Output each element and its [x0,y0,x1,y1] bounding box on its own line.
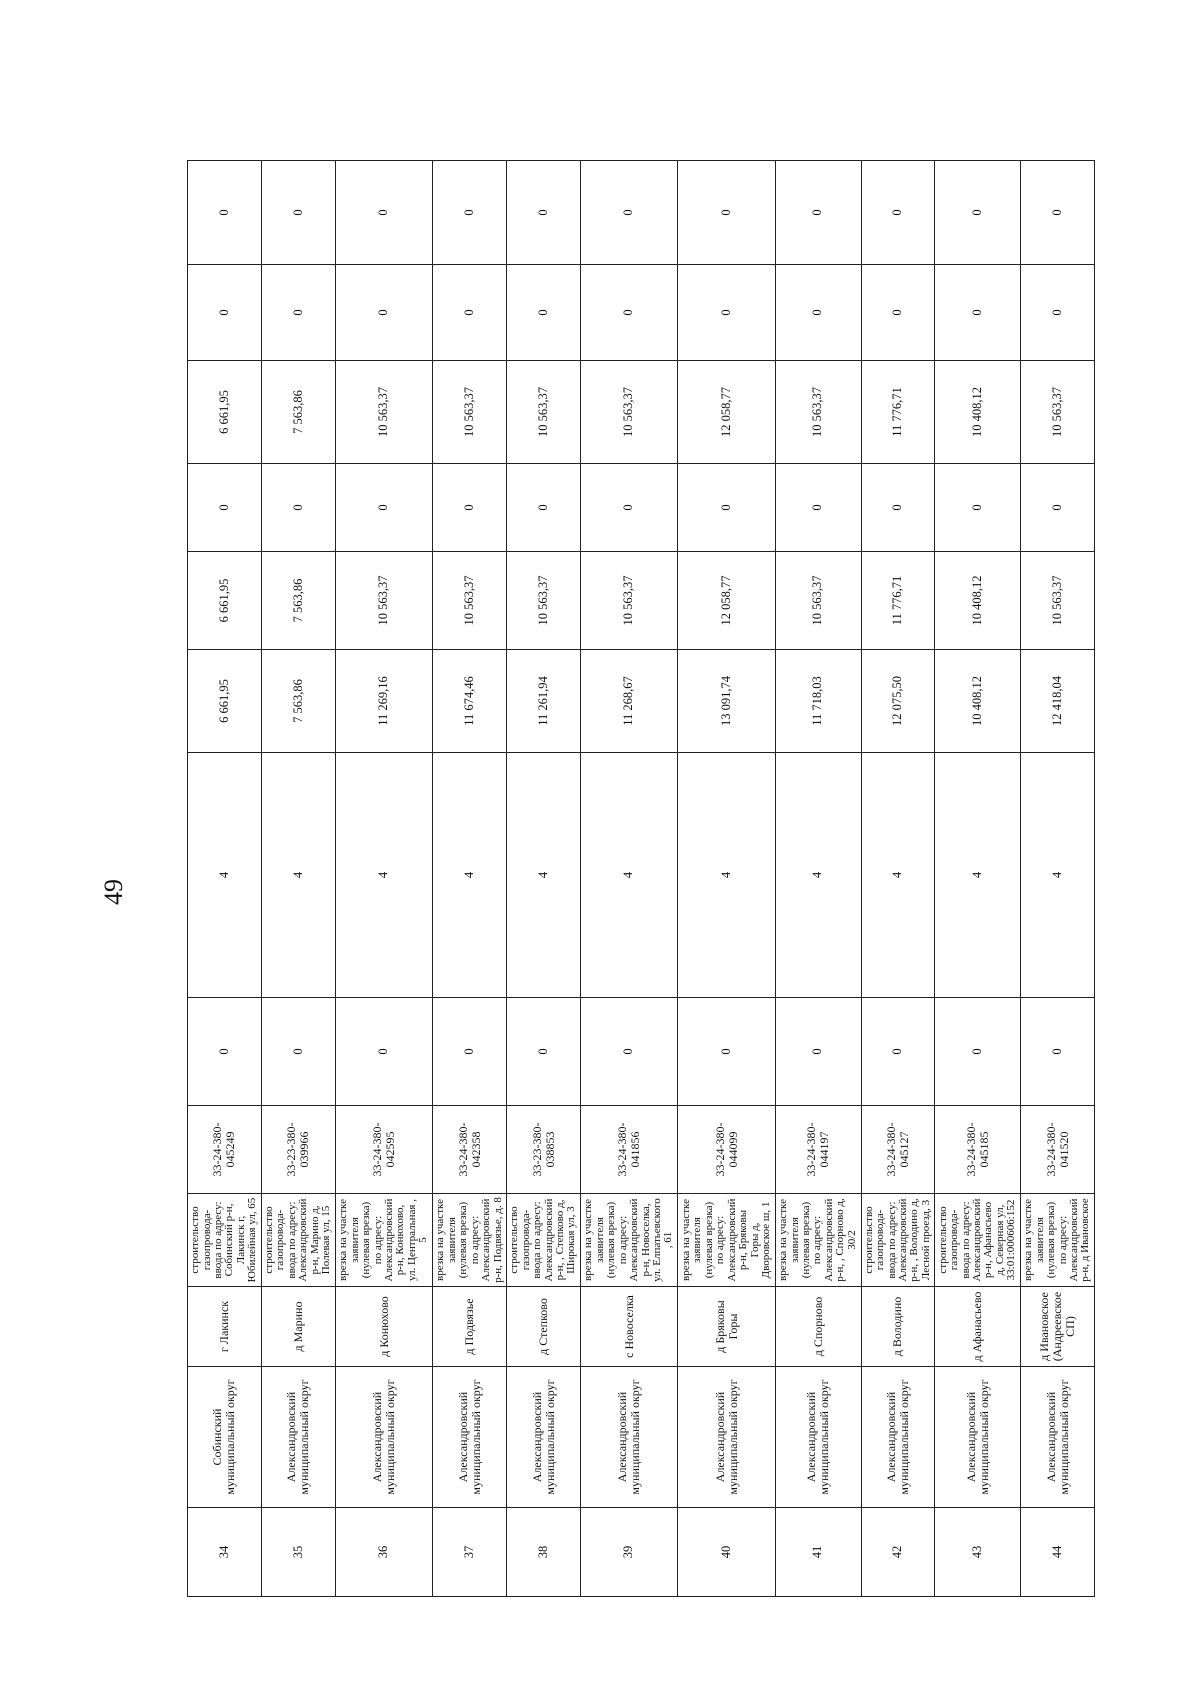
value-6-cell: 0 [261,161,335,265]
value-2-cell: 10 408,12 [935,552,1021,650]
gasification-registry-table [187,160,1095,1597]
page-number: 49 [99,879,128,905]
value-2-cell: 6 661,95 [188,552,262,650]
value-1-cell: 13 091,74 [678,650,775,753]
value-5-cell: 0 [335,265,432,361]
value-3-cell: 0 [1021,464,1095,552]
column-6-cell: 0 [261,998,335,1106]
value-5-cell: 0 [433,265,507,361]
value-6-cell: 0 [580,161,677,265]
row-number-cell: 36 [335,1508,432,1597]
value-6-cell: 0 [1021,161,1095,265]
column-6-cell: 0 [861,998,935,1106]
table-row [261,161,335,1597]
work-description-cell: врезка на участке заявителя (нулевая врезка) по адресу: Александровский р-н, Подвязье, д. 8 [433,1194,507,1287]
category-cell: 4 [580,753,677,998]
value-4-cell: 10 563,37 [335,361,432,464]
category-cell: 4 [775,753,861,998]
table-row [507,161,581,1597]
category-cell: 4 [188,753,262,998]
value-2-cell: 10 563,37 [433,552,507,650]
value-4-cell: 6 661,95 [188,361,262,464]
value-6-cell: 0 [678,161,775,265]
work-description-cell: врезка на участке заявителя (нулевая врезка) по адресу: Александровский р-н, Конюхово, ул. Центральная , 5 [335,1194,432,1287]
row-number-cell: 35 [261,1508,335,1597]
table-row [335,161,432,1597]
value-1-cell: 6 661,95 [188,650,262,753]
district-cell: Собинский муниципальный округ [188,1367,262,1508]
value-1-cell: 10 408,12 [935,650,1021,753]
value-4-cell: 10 563,37 [775,361,861,464]
work-description-cell: врезка на участке заявителя (нулевая врезка) по адресу: Александровский р-н, д Ивановское [1021,1194,1095,1287]
category-cell: 4 [861,753,935,998]
value-2-cell: 12 058,77 [678,552,775,650]
value-1-cell: 11 268,67 [580,650,677,753]
application-number-cell: 33-24-380-041856 [580,1106,677,1194]
locality-cell: д Спорново [775,1287,861,1367]
value-2-cell: 11 776,71 [861,552,935,650]
district-cell: Александровский муниципальный округ [261,1367,335,1508]
value-5-cell: 0 [261,265,335,361]
value-3-cell: 0 [775,464,861,552]
row-number-cell: 40 [678,1508,775,1597]
district-cell: Александровский муниципальный округ [580,1367,677,1508]
table-row [188,161,262,1597]
column-6-cell: 0 [188,998,262,1106]
column-6-cell: 0 [678,998,775,1106]
category-cell: 4 [433,753,507,998]
value-4-cell: 12 058,77 [678,361,775,464]
value-1-cell: 11 674,46 [433,650,507,753]
value-2-cell: 7 563,86 [261,552,335,650]
value-6-cell: 0 [775,161,861,265]
locality-cell: д Володино [861,1287,935,1367]
district-cell: Александровский муниципальный округ [335,1367,432,1508]
value-2-cell: 10 563,37 [1021,552,1095,650]
value-6-cell: 0 [188,161,262,265]
district-cell: Александровский муниципальный округ [861,1367,935,1508]
column-6-cell: 0 [775,998,861,1106]
work-description-cell: строительство газопровода-ввода по адресу: Александровский р-н, , Степково д, Широкая ул, 3 [507,1194,581,1287]
category-cell: 4 [1021,753,1095,998]
value-5-cell: 0 [507,265,581,361]
value-3-cell: 0 [188,464,262,552]
value-1-cell: 12 418,04 [1021,650,1095,753]
value-5-cell: 0 [861,265,935,361]
category-cell: 4 [935,753,1021,998]
row-number-cell: 37 [433,1508,507,1597]
work-description-cell: строительство газопровода-ввода по адресу: Собинский р-н, Лакинск г, Юбилейная ул, 65 [188,1194,262,1287]
row-number-cell: 43 [935,1508,1021,1597]
value-3-cell: 0 [261,464,335,552]
application-number-cell: 33-23-380-038853 [507,1106,581,1194]
value-5-cell: 0 [1021,265,1095,361]
value-6-cell: 0 [335,161,432,265]
value-5-cell: 0 [188,265,262,361]
value-4-cell: 10 563,37 [433,361,507,464]
application-number-cell: 33-24-380-041520 [1021,1106,1095,1194]
application-number-cell: 33-24-380-042595 [335,1106,432,1194]
district-cell: Александровский муниципальный округ [775,1367,861,1508]
application-number-cell: 33-24-380-042358 [433,1106,507,1194]
table-row [861,161,935,1597]
locality-cell: д Марино [261,1287,335,1367]
column-6-cell: 0 [335,998,432,1106]
value-5-cell: 0 [678,265,775,361]
locality-cell: д Конюхово [335,1287,432,1367]
value-4-cell: 10 563,37 [507,361,581,464]
locality-cell: г Лакинск [188,1287,262,1367]
value-2-cell: 10 563,37 [580,552,677,650]
district-cell: Александровский муниципальный округ [678,1367,775,1508]
value-4-cell: 11 776,71 [861,361,935,464]
locality-cell: д Подвязье [433,1287,507,1367]
row-number-cell: 39 [580,1508,677,1597]
application-number-cell: 33-24-380-045249 [188,1106,262,1194]
row-number-cell: 41 [775,1508,861,1597]
table-row [580,161,677,1597]
district-cell: Александровский муниципальный округ [935,1367,1021,1508]
table-body [188,161,1095,1597]
locality-cell: д Ивановское (Андреевское СП) [1021,1287,1095,1367]
row-number-cell: 42 [861,1508,935,1597]
category-cell: 4 [261,753,335,998]
table-row [1021,161,1095,1597]
district-cell: Александровский муниципальный округ [1021,1367,1095,1508]
locality-cell: д Степково [507,1287,581,1367]
value-3-cell: 0 [335,464,432,552]
work-description-cell: строительство газопровода-ввода по адресу: Александровский р-н, , Володино д, Лесной проезд, 3 [861,1194,935,1287]
row-number-cell: 38 [507,1508,581,1597]
value-1-cell: 12 075,50 [861,650,935,753]
application-number-cell: 33-24-380-045127 [861,1106,935,1194]
value-2-cell: 10 563,37 [507,552,581,650]
district-cell: Александровский муниципальный округ [507,1367,581,1508]
work-description-cell: врезка на участке заявителя (нулевая врезка) по адресу: Александровский р-н, , Спорново д, 30/2 [775,1194,861,1287]
locality-cell: с Новоселка [580,1287,677,1367]
table-row [678,161,775,1597]
value-5-cell: 0 [935,265,1021,361]
value-6-cell: 0 [507,161,581,265]
category-cell: 4 [335,753,432,998]
value-1-cell: 7 563,86 [261,650,335,753]
table-row [433,161,507,1597]
value-3-cell: 0 [678,464,775,552]
value-5-cell: 0 [580,265,677,361]
value-4-cell: 10 408,12 [935,361,1021,464]
work-description-cell: строительство газопровода-ввода по адресу: Александровский р-н, Марино д, Полевая ул, 15 [261,1194,335,1287]
application-number-cell: 33-24-380-044197 [775,1106,861,1194]
application-number-cell: 33-23-380-039966 [261,1106,335,1194]
category-cell: 4 [678,753,775,998]
value-4-cell: 7 563,86 [261,361,335,464]
column-6-cell: 0 [433,998,507,1106]
value-3-cell: 0 [433,464,507,552]
application-number-cell: 33-24-380-044099 [678,1106,775,1194]
locality-cell: д Бряковы Горы [678,1287,775,1367]
value-6-cell: 0 [433,161,507,265]
value-1-cell: 11 261,94 [507,650,581,753]
value-3-cell: 0 [507,464,581,552]
work-description-cell: врезка на участке заявителя (нулевая врезка) по адресу: Александровский р-н, Бряковы Горы д, Дворовское ш, 1 [678,1194,775,1287]
locality-cell: д Афанасьево [935,1287,1021,1367]
value-2-cell: 10 563,37 [335,552,432,650]
value-4-cell: 10 563,37 [580,361,677,464]
value-1-cell: 11 718,03 [775,650,861,753]
value-3-cell: 0 [935,464,1021,552]
value-2-cell: 10 563,37 [775,552,861,650]
application-number-cell: 33-24-380-045185 [935,1106,1021,1194]
table-row [935,161,1021,1597]
column-6-cell: 0 [580,998,677,1106]
value-4-cell: 10 563,37 [1021,361,1095,464]
row-number-cell: 44 [1021,1508,1095,1597]
value-3-cell: 0 [861,464,935,552]
district-cell: Александровский муниципальный округ [433,1367,507,1508]
column-6-cell: 0 [935,998,1021,1106]
category-cell: 4 [507,753,581,998]
column-6-cell: 0 [507,998,581,1106]
value-1-cell: 11 269,16 [335,650,432,753]
work-description-cell: строительство газопровода-ввода по адресу: Александровский р-н, Афанасьево д, Северная ул, 33:01:000606:152 [935,1194,1021,1287]
work-description-cell: врезка на участке заявителя (нулевая врезка) по адресу: Александровский р-н, Новоселка, ул. Елпатьевского , 61 [580,1194,677,1287]
column-6-cell: 0 [1021,998,1095,1106]
value-5-cell: 0 [775,265,861,361]
value-6-cell: 0 [861,161,935,265]
rotated-table-container [187,161,1095,1597]
row-number-cell: 34 [188,1508,262,1597]
value-3-cell: 0 [580,464,677,552]
table-row [775,161,861,1597]
value-6-cell: 0 [935,161,1021,265]
